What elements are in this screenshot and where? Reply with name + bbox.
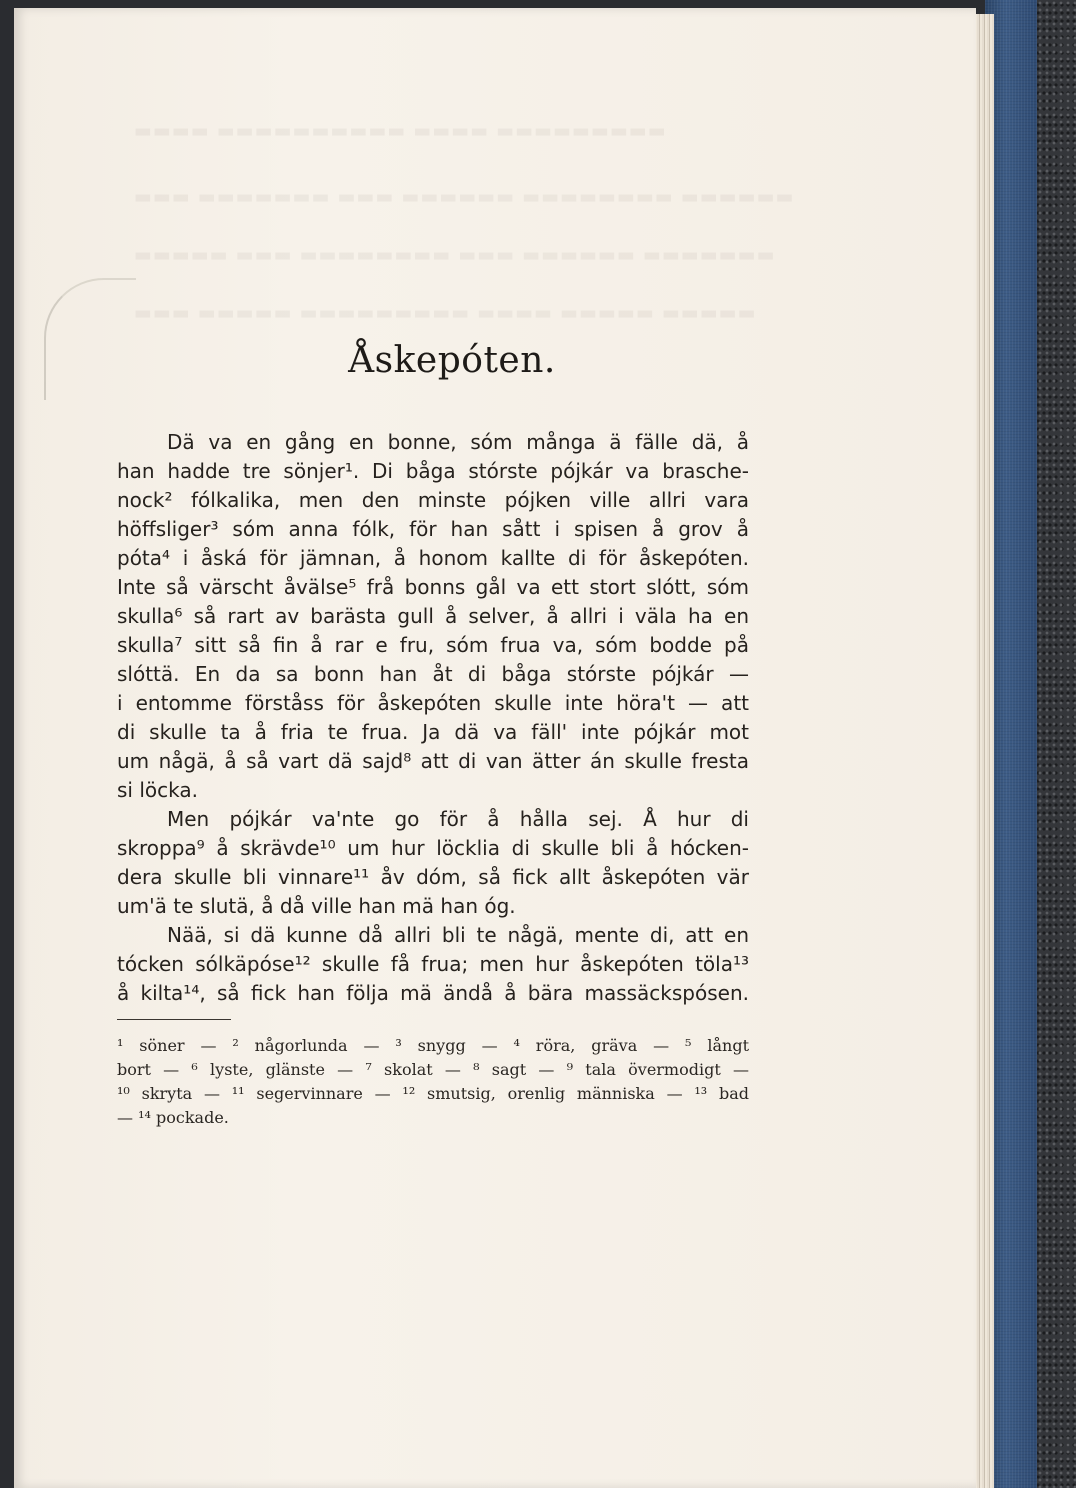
bleed-through: ▬▬▬▬▬ ▬▬▬ ▬▬▬▬▬▬▬▬ ▬▬▬ ▬▬▬▬▬▬ ▬▬▬▬▬▬▬ xyxy=(134,244,776,266)
bleed-through: ▬▬▬ ▬▬▬▬▬ ▬▬▬▬▬▬▬▬▬ ▬▬▬▬ ▬▬▬▬▬ ▬▬▬▬▬ xyxy=(134,302,757,324)
footnote-line: ¹⁰ skryta — ¹¹ segervinnare — ¹² smutsig, orenlig människa — ¹³ bad xyxy=(117,1084,749,1103)
text-line: si löcka. xyxy=(117,778,198,802)
text-line: Inte så värscht åvälse⁵ frå bonns gål va ett stort slótt, sóm xyxy=(117,575,749,599)
text-line: Dä va en gång en bonne, sóm många ä fälle dä, å xyxy=(167,430,749,454)
text-line: han hadde tre sönjer¹. Di båga stórste pójkár va brasche- xyxy=(117,459,749,483)
text-line: Men pójkár va'nte go för å hålla sej. Å hur di xyxy=(167,807,749,831)
text-line: slóttä. En da sa bonn han åt di båga stórste pójkár — xyxy=(117,662,749,686)
footnote-rule xyxy=(117,1019,231,1020)
text-line: póta⁴ i åská för jämnan, å honom kallte di för åskepóten. xyxy=(117,546,749,570)
text-line: nock² fólkalika, men den minste pójken ville allri vara xyxy=(117,488,749,512)
text-line: dera skulle bli vinnare¹¹ åv dóm, så fick allt åskepóten vär xyxy=(117,865,749,889)
text-line: höffsliger³ sóm anna fólk, för han sått i spisen å grov å xyxy=(117,517,749,541)
text-line: di skulle ta å fria te frua. Ja dä va fäll' inte pójkár mot xyxy=(117,720,749,744)
footnote-line: ¹ söner — ² någorlunda — ³ snygg — ⁴ röra, gräva — ⁵ långt xyxy=(117,1036,749,1055)
text-line: skroppa⁹ å skrävde¹⁰ um hur löcklia di skulle bli å hócken- xyxy=(117,836,749,860)
text-line: å kilta¹⁴, så fick han följa mä ändå å bära massäckspósen. xyxy=(117,981,749,1005)
text-line: skulla⁶ så rart av barästa gull å selver, å allri i väla ha en xyxy=(117,604,749,628)
text-line: um'ä te slutä, å då ville han mä han óg. xyxy=(117,894,516,918)
paragraph xyxy=(117,805,749,921)
text-line: Nää, si dä kunne då allri bli te någä, mente di, att en xyxy=(167,923,749,947)
text-line: skulla⁷ sitt så fin å rar e fru, sóm frua va, sóm bodde på xyxy=(117,633,749,657)
text-line: um någä, å så vart dä sajd⁸ att di van ätter án skulle fresta xyxy=(117,749,749,773)
story-text xyxy=(117,428,749,1008)
paragraph xyxy=(117,921,749,1008)
footnotes xyxy=(117,1034,749,1130)
bleed-through: ▬▬▬▬ ▬▬▬▬▬▬▬▬▬▬ ▬▬▬▬ ▬▬▬▬▬▬▬▬▬ xyxy=(134,120,667,142)
footnote-line: bort — ⁶ lyste, glänste — ⁷ skolat — ⁸ sagt — ⁹ tala övermodigt — xyxy=(117,1060,749,1079)
text-line: tócken sólkäpóse¹² skulle få frua; men hur åskepóten töla¹³ xyxy=(117,952,749,976)
paragraph xyxy=(117,428,749,805)
text-line: i entomme förståss för åskepóten skulle inte höra't — att xyxy=(117,691,749,715)
bleed-through: ▬▬▬ ▬▬▬▬▬▬▬ ▬▬▬ ▬▬▬▬▬▬ ▬▬▬▬▬▬▬▬ ▬▬▬▬▬▬ xyxy=(134,186,795,208)
binding-thread xyxy=(44,278,136,400)
footnote-line: — ¹⁴ pockade. xyxy=(117,1108,229,1127)
page-title: Åskepóten. xyxy=(348,340,556,381)
